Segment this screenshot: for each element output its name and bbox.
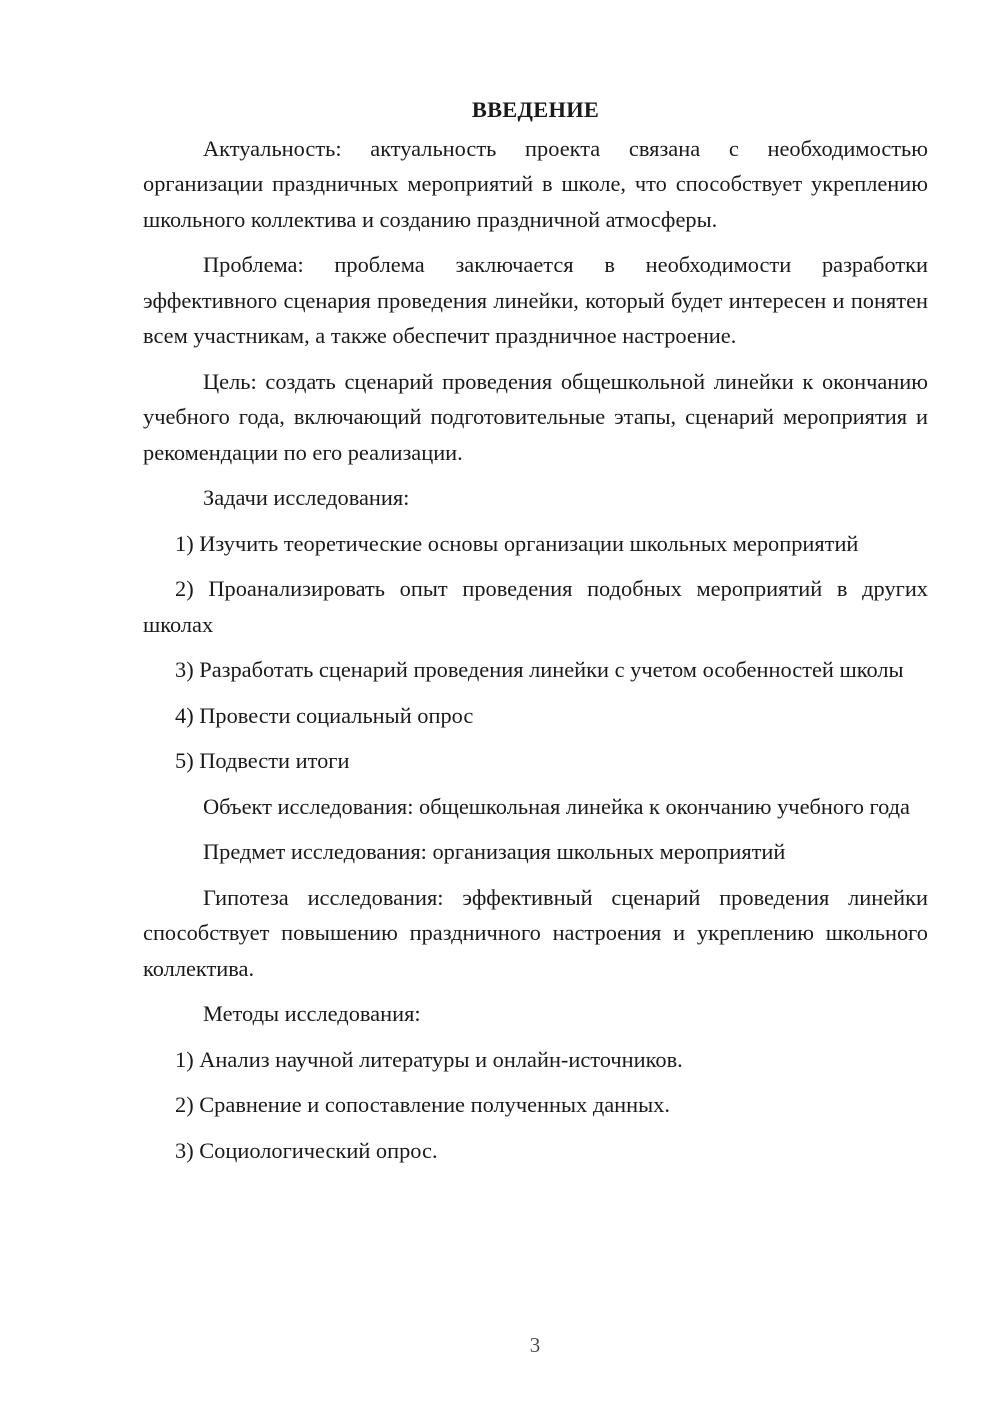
tasks-heading: Задачи исследования: <box>203 485 410 510</box>
object-paragraph: Объект исследования: общешкольная линейка к окончанию учебного года <box>203 793 910 819</box>
methods-heading: Методы исследования: <box>203 1001 421 1026</box>
document-page <box>143 92 928 1178</box>
section-title: ВВЕДЕНИЕ <box>471 97 600 122</box>
goal-paragraph: Цель: создать сценарий проведения общешкольной линейки к окончанию учебного года, включающий подготовительные этапы, сценарий мероприятия и рекомендации по его реализации. <box>143 368 928 465</box>
task-item: 4) Провести социальный опрос <box>175 702 474 728</box>
relevance-paragraph: Актуальность: актуальность проекта связана с необходимостью организации праздничных мероприятий в школе, что способствует укреплению школьного коллектива и созданию праздничной атмосферы. <box>143 135 928 232</box>
task-item: 2) Проанализировать опыт проведения подобных мероприятий в других школах <box>143 576 928 637</box>
hypothesis-paragraph: Гипотеза исследования: эффективный сценарий проведения линейки способствует повышению праздничного настроения и укреплению школьного коллектива. <box>143 884 928 981</box>
method-item: 1) Анализ научной литературы и онлайн-источников. <box>175 1046 683 1072</box>
page-number: 3 <box>529 1333 541 1357</box>
task-item: 1) Изучить теоретические основы организации школьных мероприятий <box>175 530 859 556</box>
method-item: 2) Сравнение и сопоставление полученных данных. <box>175 1092 670 1117</box>
subject-paragraph: Предмет исследования: организация школьных мероприятий <box>203 839 786 864</box>
problem-paragraph: Проблема: проблема заключается в необходимости разработки эффективного сценария проведения линейки, который будет интересен и понятен всем участникам, а также обеспечит праздничное настроение. <box>143 252 928 348</box>
task-item: 5) Подвести итоги <box>175 748 350 773</box>
method-item: 3) Социологический опрос. <box>175 1137 438 1163</box>
task-item: 3) Разработать сценарий проведения линейки с учетом особенностей школы <box>175 657 904 682</box>
